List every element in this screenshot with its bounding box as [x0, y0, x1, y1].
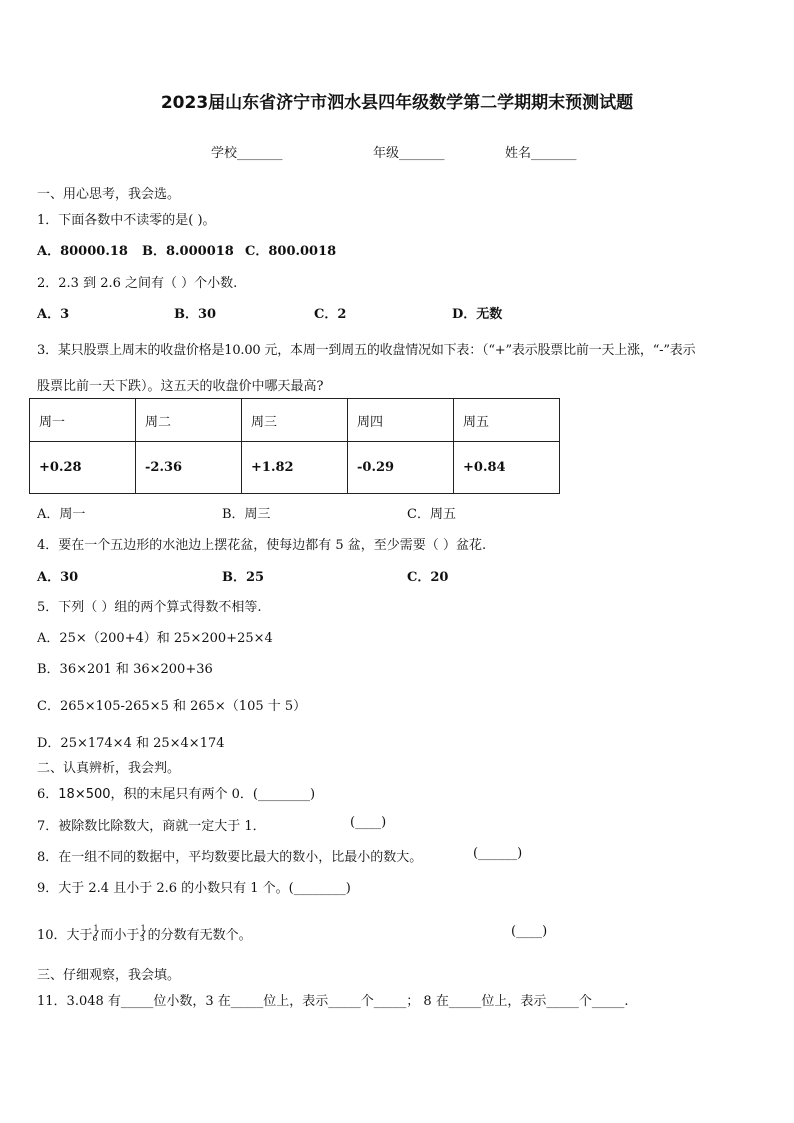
question-1-stem: 1．下面各数中不读零的是( )。 [37, 213, 216, 228]
question-4-option-a[interactable]: A．30 [37, 570, 79, 585]
question-3-stem-line2: 股票比前一天下跌）。这五天的收盘价中哪天最高? [37, 379, 324, 394]
stock-price-table [29, 398, 560, 494]
question-2-option-a[interactable]: A．3 [37, 307, 70, 322]
question-8-stem: 8．在一组不同的数据中，平均数要比最大的数小，比最小的数大。 [37, 850, 423, 865]
question-1-option-b[interactable]: B．8.000018 [142, 244, 234, 259]
question-8-answer-blank[interactable]: (______) [473, 846, 523, 861]
question-4-stem: 4．要在一个五边形的水池边上摆花盆，使每边都有 5 盆，至少需要（ ）盆花. [37, 538, 487, 553]
question-3-option-a[interactable]: A．周一 [37, 507, 86, 522]
question-9-stem: 9．大于 2.4 且小于 2.6 的小数只有 1 个。(________) [37, 881, 351, 896]
question-5-option-d[interactable]: D．25×174×4 和 25×4×174 [37, 736, 225, 751]
question-2-option-b[interactable]: B．30 [174, 307, 217, 322]
page-title: 2023届山东省济宁市泗水县四年级数学第二学期期末预测试题 [160, 93, 634, 113]
question-6-expression: 18×500 [58, 787, 111, 802]
school-field[interactable]: 学校_______ [211, 146, 283, 161]
question-10-suffix: 的分数有无数个。 [147, 928, 252, 943]
table-header-cell: 周二 [136, 399, 242, 442]
question-11-stem: 11．3.048 有_____位小数，3 在_____位上，表示_____个_____； 8 在_____位上，表示_____个_____. [37, 994, 629, 1009]
question-2-option-c[interactable]: C．2 [314, 307, 347, 322]
section-3-heading: 三、仔细观察，我会填。 [37, 968, 181, 983]
table-value-cell: +0.84 [454, 442, 560, 494]
question-1-option-a[interactable]: A．80000.18 [37, 244, 128, 259]
question-3-option-c[interactable]: C．周五 [407, 507, 456, 522]
question-3-stem-line1: 3．某只股票上周末的收盘价格是10.00 元，本周一到周五的收盘情况如下表：（“+”表示股票比前一天上涨，“-”表示 [37, 343, 696, 358]
question-2-stem: 2．2.3 到 2.6 之间有（ ）个小数. [37, 276, 238, 291]
table-header-cell: 周四 [348, 399, 454, 442]
question-6 [37, 783, 315, 802]
table-value-cell: +0.28 [30, 442, 136, 494]
question-6-text: ，积的末尾只有两个 0．(________) [110, 787, 316, 802]
question-5-option-b[interactable]: B．36×201 和 36×200+36 [37, 662, 213, 677]
question-3-option-b[interactable]: B．周三 [222, 507, 271, 522]
table-header-cell: 周三 [242, 399, 348, 442]
question-5-option-c[interactable]: C．265×105-265×5 和 265×（105 十 5） [37, 699, 307, 714]
question-10 [37, 924, 252, 943]
question-4-option-c[interactable]: C．20 [407, 570, 449, 585]
question-7-stem: 7．被除数比除数大，商就一定大于 1． [37, 819, 266, 834]
question-10-middle: 而小于 [100, 928, 140, 943]
table-header-cell: 周五 [454, 399, 560, 442]
grade-field[interactable]: 年级_______ [373, 146, 445, 161]
question-5-option-a[interactable]: A．25×（200+4）和 25×200+25×4 [37, 631, 273, 646]
table-value-cell: -0.29 [348, 442, 454, 494]
table-header-cell: 周一 [30, 399, 136, 442]
section-2-heading: 二、认真辨析，我会判。 [37, 761, 181, 776]
fraction-one-sixth: 1 6 [92, 924, 99, 943]
question-4-option-b[interactable]: B．25 [222, 570, 265, 585]
question-5-stem: 5．下列（ ）组的两个算式得数不相等. [37, 600, 262, 615]
question-1-option-c[interactable]: C．800.0018 [245, 244, 337, 259]
section-1-heading: 一、用心思考，我会选。 [37, 187, 181, 202]
question-6-number: 6． [37, 787, 59, 802]
table-value-cell: +1.82 [242, 442, 348, 494]
fraction-one-third: 1 3 [139, 924, 146, 943]
question-10-prefix: 10．大于 [37, 928, 93, 943]
name-field[interactable]: 姓名_______ [505, 146, 577, 161]
question-2-option-d[interactable]: D．无数 [452, 307, 503, 322]
table-value-cell: -2.36 [136, 442, 242, 494]
question-7-answer-blank[interactable]: (____) [350, 815, 387, 830]
question-10-answer-blank[interactable]: (____) [511, 924, 548, 939]
